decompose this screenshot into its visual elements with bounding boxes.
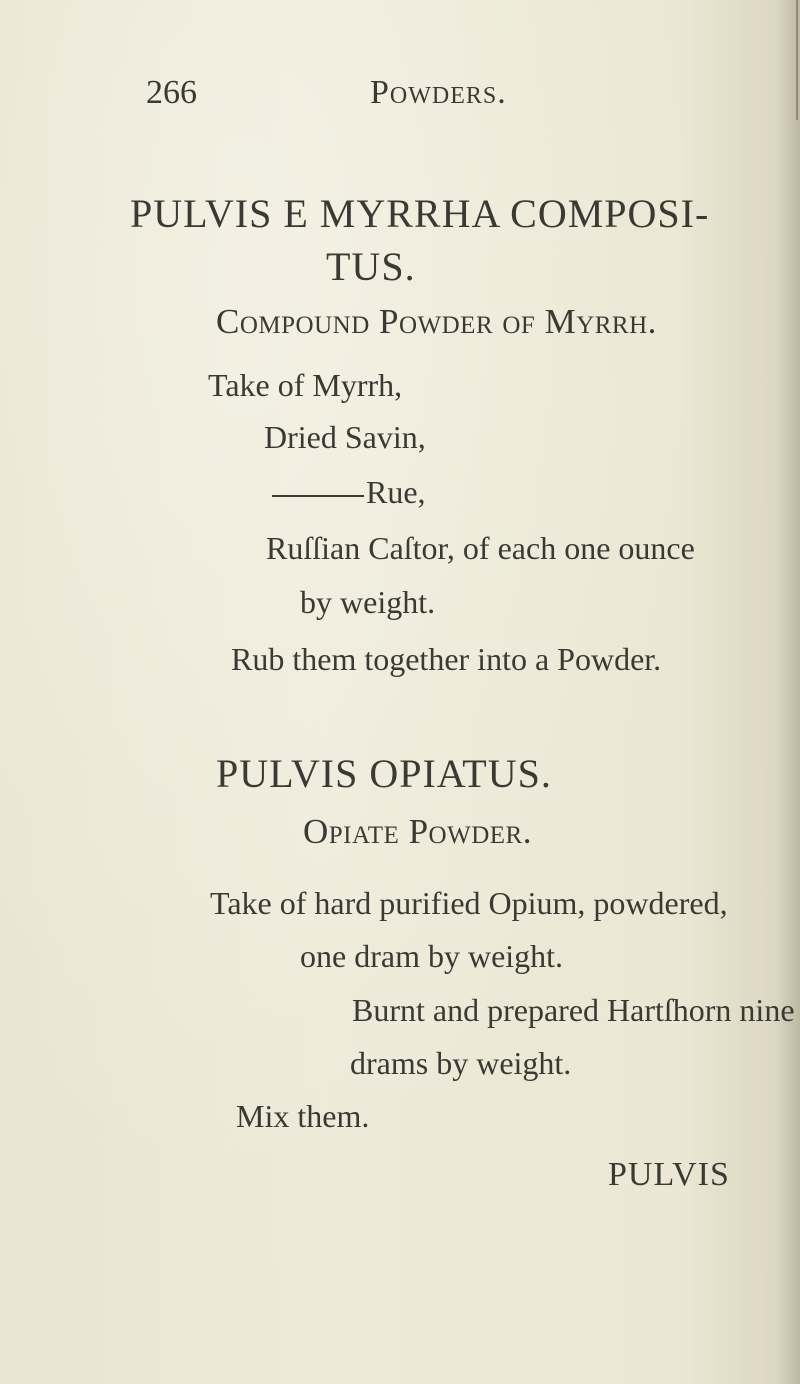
catchword: PULVIS — [608, 1156, 730, 1193]
ditto-dash — [272, 495, 364, 497]
section-title-myrrha-line2: TUS. — [326, 244, 416, 289]
recipe-instruction: Mix them. — [236, 1098, 370, 1134]
running-head: Powders. — [370, 74, 507, 111]
section-title-myrrha-line1: PULVIS E MYRRHA COMPOSI- — [130, 191, 710, 236]
recipe-line: one dram by weight. — [300, 938, 564, 974]
recipe-line: Dried Savin, — [264, 419, 426, 455]
section-subtitle-myrrh: Compound Powder of Myrrh. — [216, 302, 657, 341]
recipe-line: Burnt and prepared Hartſhorn nine — [352, 992, 795, 1028]
section-subtitle-opiate: Opiate Powder. — [303, 812, 532, 851]
recipe-line — [272, 474, 426, 511]
recipe-line: drams by weight. — [350, 1045, 572, 1081]
recipe-line: Take of hard purified Opium, powdered, — [210, 885, 728, 921]
recipe-line-text: Rue, — [366, 474, 426, 510]
recipe-line: by weight. — [300, 584, 436, 620]
section-title-opiatus: PULVIS OPIATUS. — [216, 751, 552, 796]
recipe-line: Ruſſian Caſtor, of each one ounce — [266, 530, 695, 566]
recipe-instruction: Rub them together into a Powder. — [231, 641, 662, 677]
page-edge — [796, 0, 798, 120]
page-number: 266 — [146, 74, 197, 111]
recipe-line: Take of Myrrh, — [208, 367, 403, 403]
